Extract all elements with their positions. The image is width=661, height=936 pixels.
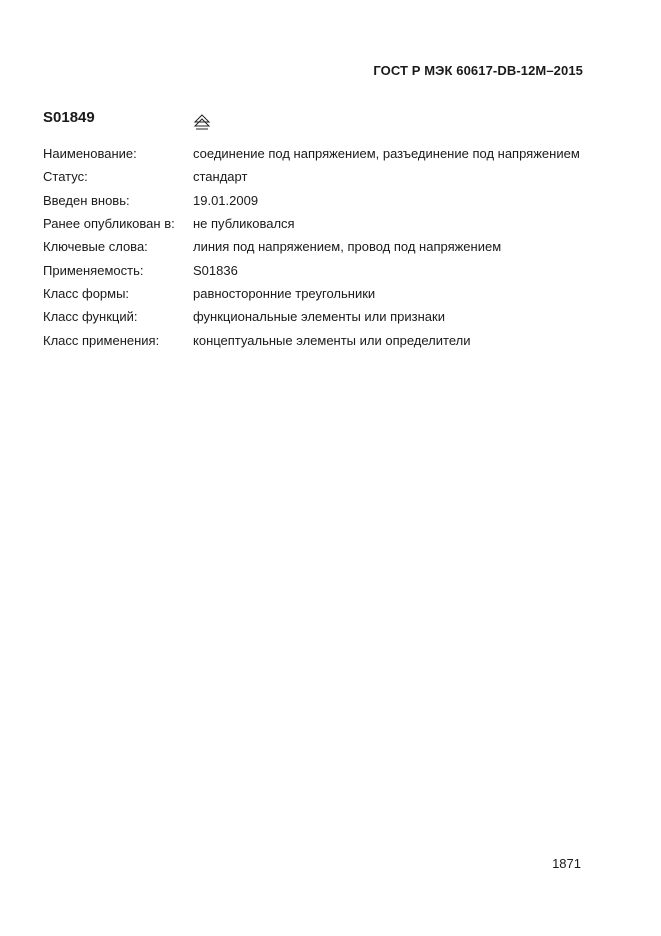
- property-row: [43, 282, 603, 305]
- property-label: Класс применения:: [43, 332, 160, 348]
- property-row: [43, 258, 603, 281]
- property-value: функциональные элементы или признаки: [193, 309, 445, 325]
- document-header: ГОСТ Р МЭК 60617-DB-12M–2015: [373, 63, 583, 78]
- property-label: Ранее опубликован в:: [43, 216, 175, 232]
- symbol-id: S01849: [43, 109, 95, 126]
- property-value: линия под напряжением, провод под напряжением: [193, 239, 502, 255]
- property-label: Статус:: [43, 169, 88, 185]
- symbol-properties: [43, 142, 603, 352]
- property-label: Класс функций:: [43, 309, 138, 325]
- property-label: Применяемость:: [43, 262, 144, 278]
- property-row: [43, 165, 603, 188]
- property-value: концептуальные элементы или определители: [193, 332, 471, 348]
- property-row: [43, 212, 603, 235]
- live-connection-symbol-icon: [193, 113, 211, 131]
- property-row: [43, 189, 603, 212]
- property-label: Наименование:: [43, 146, 137, 162]
- property-value: соединение под напряжением, разъединение под напряжением: [193, 146, 580, 162]
- property-value: не публиковался: [193, 216, 295, 232]
- property-label: Класс формы:: [43, 285, 130, 301]
- property-row: [43, 142, 603, 165]
- property-row: [43, 328, 603, 351]
- property-label: Ключевые слова:: [43, 239, 148, 255]
- property-label: Введен вновь:: [43, 192, 130, 208]
- property-row: [43, 235, 603, 258]
- property-value: S01836: [193, 262, 238, 278]
- property-row: [43, 305, 603, 328]
- property-value: стандарт: [193, 169, 248, 185]
- property-value: 19.01.2009: [193, 192, 259, 208]
- page-number: 1871: [552, 856, 581, 871]
- property-value: равносторонние треугольники: [193, 285, 376, 301]
